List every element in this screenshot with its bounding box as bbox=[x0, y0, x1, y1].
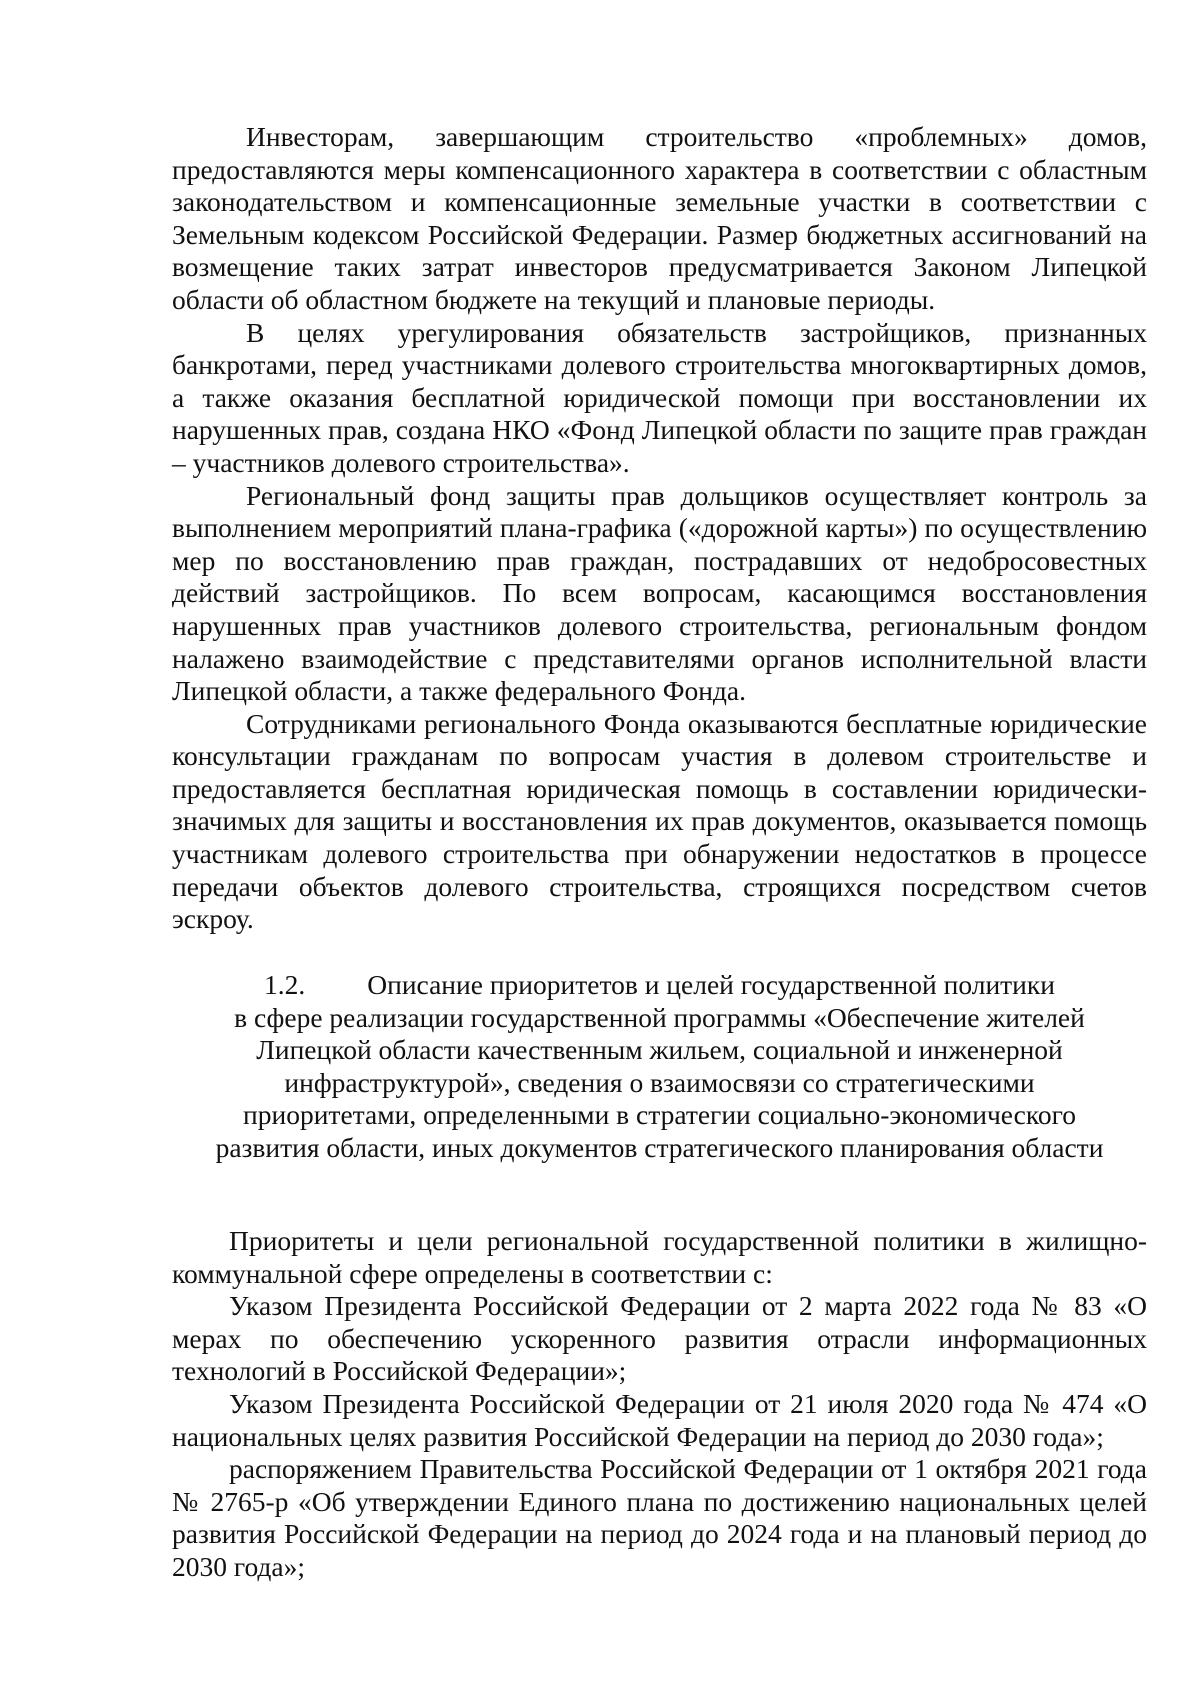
section-heading-line-2: в сфере реализации государственной программы «Обеспечение жителей bbox=[234, 1001, 1085, 1033]
paragraph-priorities-intro: Приоритеты и цели региональной государственной политики в жилищно-коммунальной сфере определены в соответствии с: bbox=[172, 1225, 1147, 1289]
body-text-bottom bbox=[172, 1225, 1147, 1584]
paragraph-order-2765: распоряжением Правительства Российской Федерации от 1 октября 2021 года № 2765-р «Об утверждении Единого плана по достижению национальных целей развития Российской Федерации на период до 2024 года и на плановый период до 2030 года»; bbox=[172, 1453, 1147, 1582]
paragraph-bankrupt-developers: В целях урегулирования обязательств застройщиков, признанных банкротами, перед участниками долевого строительства многоквартирных домов, а также оказания бесплатной юридической помощи при восстановлении их нарушенных прав, создана НКО «Фонд Липецкой области по защите прав граждан – участников долевого строительства». bbox=[172, 316, 1147, 478]
section-heading-line-4: инфраструктурой», сведения о взаимосвязи со стратегическими bbox=[284, 1066, 1035, 1098]
paragraph-investors: Инвесторам, завершающим строительство «проблемных» домов, предоставляются меры компенсационного характера в соответствии с областным законодательством и компенсационные земельные участки в соответствии с Земельным кодексом Российской Федерации. Размер бюджетных ассигнований на возмещение таких затрат инвесторов предусматривается Законом Липецкой области об областном бюджете на текущий и плановые периоды. bbox=[172, 121, 1147, 315]
section-heading-line-5: приоритетами, определенными в стратегии социально-экономического bbox=[243, 1099, 1076, 1131]
section-number: 1.2. bbox=[264, 969, 306, 1000]
section-heading-line-1 bbox=[172, 969, 1147, 1002]
section-heading-line-3: Липецкой области качественным жильем, социальной и инженерной bbox=[256, 1034, 1063, 1066]
body-text-top bbox=[172, 121, 1147, 936]
paragraph-regional-fund-control: Региональный фонд защиты прав дольщиков осуществляет контроль за выполнением мероприятий плана-графика («дорожной карты») по осуществлению мер по восстановлению прав граждан, пострадавших от недобросовестных действий застройщиков. По всем вопросам, касающимся восстановления нарушенных прав участников долевого строительства, региональным фондом налажено взаимодействие с представителями органов исполнительной власти Липецкой области, а также федерального Фонда. bbox=[172, 479, 1147, 707]
paragraph-decree-83: Указом Президента Российской Федерации от 2 марта 2022 года № 83 «О мерах по обеспечению ускоренного развития отрасли информационных технологий в Российской Федерации»; bbox=[172, 1290, 1147, 1387]
paragraph-decree-474: Указом Президента Российской Федерации от 21 июля 2020 года № 474 «О национальных целях развития Российской Федерации на период до 2030 года»; bbox=[172, 1387, 1147, 1452]
section-heading bbox=[172, 969, 1147, 1165]
section-heading-line-6: развития области, иных документов стратегического планирования области bbox=[215, 1131, 1104, 1163]
paragraph-fund-consultations: Сотрудниками регионального Фонда оказываются бесплатные юридические консультации гражданам по вопросам участия в долевом строительстве и предоставляется бесплатная юридическая помощь в составлении юридически-значимых для защиты и восстановления их прав документов, оказывается помощь участникам долевого строительства при обнаружении недостатков в процессе передачи объектов долевого строительства, строящихся посредством счетов эскроу. bbox=[172, 707, 1147, 935]
section-heading-text-1: Описание приоритетов и целей государственной политики bbox=[367, 969, 1055, 1000]
